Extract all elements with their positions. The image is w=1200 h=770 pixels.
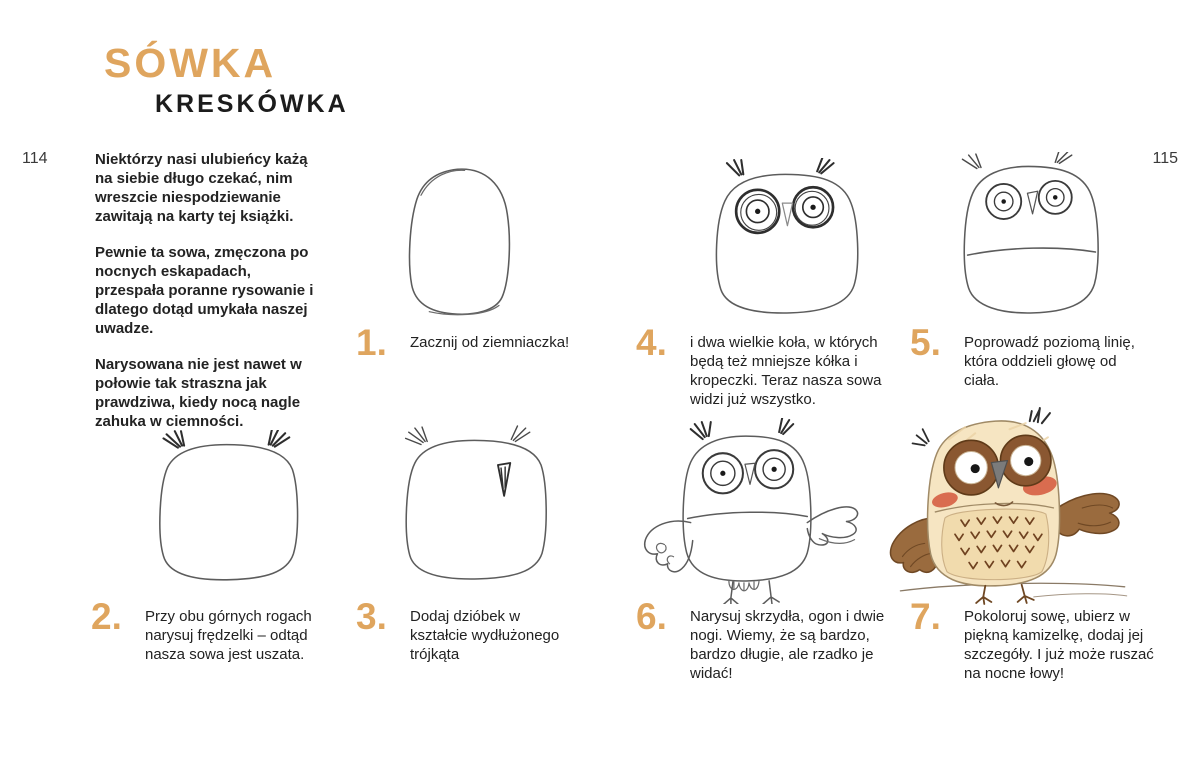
step-1-number: 1. — [356, 322, 387, 363]
step4-body-eyes-sketch-icon — [698, 158, 883, 318]
step7-colored-owl-icon — [882, 405, 1130, 605]
page-title: SÓWKA — [104, 40, 277, 86]
step-6-text: Narysuj skrzydła, ogon i dwie nogi. Wiemy, że są bardzo, bardzo długie, ale rzadko je widać! — [690, 608, 885, 682]
step-2-number: 2. — [91, 596, 122, 637]
step-7-text: Pokoloruj sowę, ubierz w piękną kamizelkę, dodaj jej szczegóły. I już może ruszać na nocne łowy! — [964, 608, 1154, 682]
step-4-number: 4. — [636, 322, 667, 363]
step-5-text: Poprowadź poziomą linię, która oddzieli głowę od ciała. — [964, 334, 1135, 389]
page-number-right: 115 — [1152, 150, 1178, 167]
step-2-text: Przy obu górnych rogach narysuj frędzelki – odtąd nasza sowa jest uszata. — [145, 608, 312, 663]
intro-paragraph-3: Narysowana nie jest nawet w połowie tak straszna jak prawdziwa, kiedy nocą nagle zahuka w ciemności. — [95, 356, 302, 430]
step-7-caption — [910, 596, 1168, 683]
intro-text-block — [95, 150, 323, 448]
step-2-caption — [91, 596, 313, 664]
step3-body-beak-sketch-icon — [392, 424, 567, 584]
step-3-caption — [356, 596, 571, 664]
step6-wings-legs-sketch-icon — [640, 418, 862, 604]
step5-head-line-sketch-icon — [948, 152, 1113, 317]
step-3-number: 3. — [356, 596, 387, 637]
step-5-number: 5. — [910, 322, 941, 363]
page-number-left: 114 — [22, 150, 48, 167]
step-1-text: Zacznij od ziemniaczka! — [410, 334, 570, 351]
step-4-text: i dwa wielkie koła, w których będą też mniejsze kółka i kropeczki. Teraz nasza sowa widzi już wszystko. — [690, 334, 882, 408]
step1-potato-sketch-icon — [398, 162, 523, 320]
step-7-number: 7. — [910, 596, 941, 637]
step-3-text: Dodaj dzióbek w kształcie wydłużonego trójkąta — [410, 608, 560, 663]
step-6-number: 6. — [636, 596, 667, 637]
step2-body-ear-tufts-sketch-icon — [148, 430, 313, 585]
page-subtitle: KRESKÓWKA — [155, 90, 349, 118]
step-5-caption — [910, 322, 1150, 390]
intro-paragraph-2: Pewnie ta sowa, zmęczona po nocnych eskapadach, przespała poranne rysowanie i dlatego dotąd umykała naszej uwadze. — [95, 244, 314, 337]
step-6-caption — [636, 596, 898, 683]
step-1-caption — [356, 322, 591, 363]
step-4-caption — [636, 322, 888, 409]
intro-paragraph-1: Niektórzy nasi ulubieńcy każą na siebie długo czekać, nim wreszcie niespodziewanie zawitają na karty tej książki. — [95, 151, 308, 225]
